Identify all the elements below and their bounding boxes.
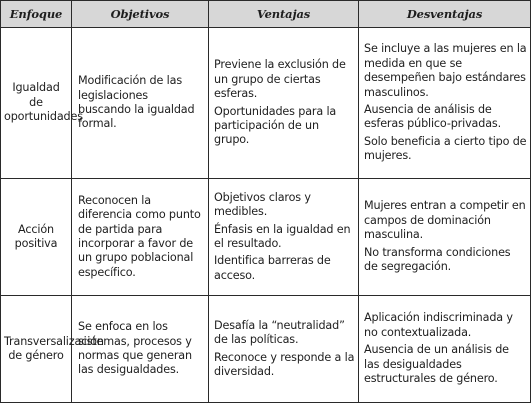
enfoque-cell <box>1 28 83 179</box>
ventaja-item: Desafía la “neutralidad” de las políticas. <box>214 318 345 347</box>
objetivos-cell <box>72 296 209 403</box>
ventaja-item: Objetivos claros y medibles. <box>214 190 311 219</box>
ventajas-cell <box>209 28 359 179</box>
header-objetivos: Objetivos <box>72 1 209 28</box>
table-row <box>1 28 531 179</box>
objetivos-cell <box>72 179 209 296</box>
enfoque-label: Transversalización de género <box>4 334 104 362</box>
ventaja-item: Identifica barreras de acceso. <box>214 254 331 282</box>
desventaja-item: Ausencia de un análisis de las desigualdades estructurales de género. <box>364 343 509 386</box>
desventajas-cell <box>359 179 531 296</box>
desventaja-item: Aplicación indiscriminada y no contextualizada. <box>364 311 513 339</box>
desventaja-item: No transforma condiciones de segregación. <box>364 245 511 274</box>
objetivos-text: Modificación de las legislaciones buscando la igualdad formal. <box>78 74 195 131</box>
objetivos-text: Se enfoca en los sistemas, procesos y normas que generan las desigualdades. <box>78 320 192 377</box>
header-desventajas: Desventajas <box>359 1 531 28</box>
desventaja-item: Ausencia de análisis de esferas público-privadas. <box>364 103 502 131</box>
table-row <box>1 179 531 296</box>
desventaja-item: Mujeres entran a competir en campos de dominación masculina. <box>364 199 526 242</box>
ventaja-item: Oportunidades para la participación de un grupo. <box>214 104 337 147</box>
desventaja-item: Se incluye a las mujeres en la medida en que se desempeñen bajo estándares masculinos. <box>364 42 527 99</box>
desventajas-cell <box>359 28 531 179</box>
header-row <box>1 1 531 28</box>
enfoque-label: Acción positiva <box>14 222 58 250</box>
header-enfoque: Enfoque <box>1 1 72 28</box>
ventajas-cell <box>209 179 359 296</box>
ventaja-item: Énfasis en la igualdad en el resultado. <box>214 222 351 250</box>
enfoque-cell <box>1 296 104 403</box>
objetivos-text: Reconocen la diferencia como punto de partida para incorporar a favor de un grupo poblacional específico. <box>78 193 201 279</box>
header-ventajas: Ventajas <box>209 1 359 28</box>
table-row <box>1 296 531 403</box>
ventaja-item: Previene la exclusión de un grupo de ciertas esferas. <box>214 58 346 101</box>
ventajas-cell <box>209 296 359 403</box>
objetivos-cell <box>72 28 209 179</box>
desventaja-item: Solo beneficia a cierto tipo de mujeres. <box>364 134 527 163</box>
enfoque-label: Igualdad de oportunidades <box>4 81 83 124</box>
desventajas-cell <box>359 296 531 403</box>
ventaja-item: Reconoce y responde a la diversidad. <box>214 350 355 378</box>
enfoque-cell <box>1 179 72 296</box>
